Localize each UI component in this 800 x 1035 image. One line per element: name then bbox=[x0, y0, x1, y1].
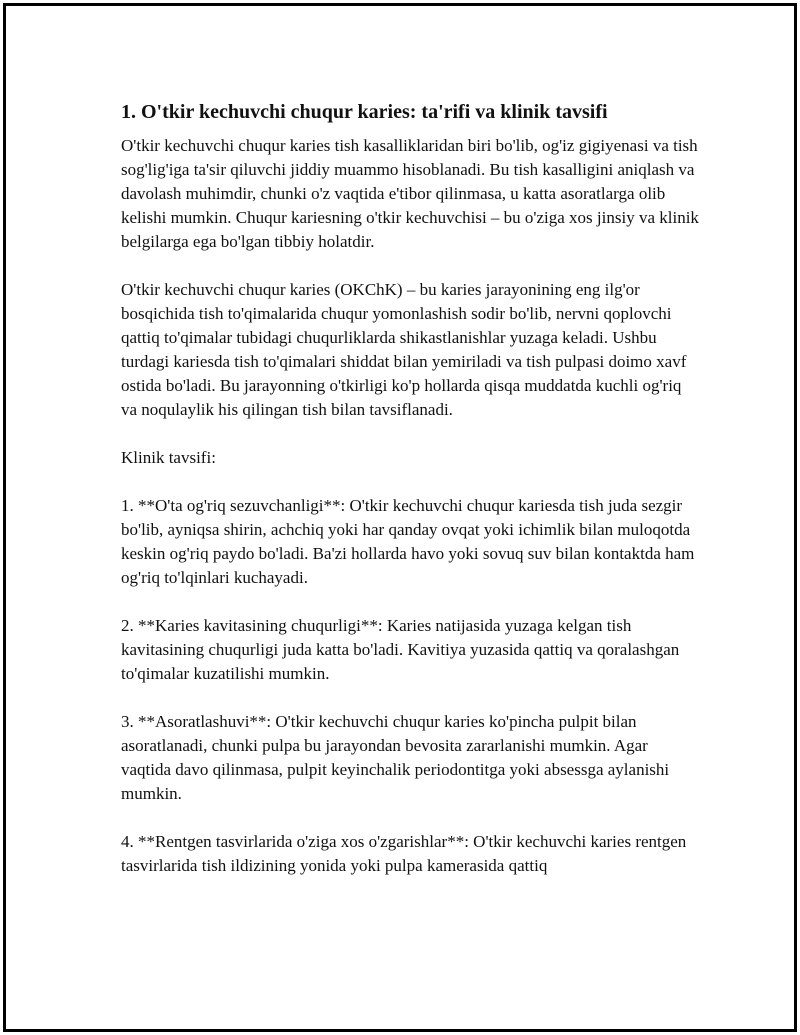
list-item-1: 1. **O'ta og'riq sezuvchanligi**: O'tkir kechuvchi chuqur kariesda tish juda sezgir bo'lib, ayniqsa shirin, achchiq yoki har qanday ovqat yoki ichimlik bilan muloqotda keskin og'riq paydo bo'ladi. Ba'zi hollarda havo yoki sovuq suv bilan kontaktda ham og'riq to'lqinlari kuchayadi. bbox=[121, 496, 695, 587]
document-title: 1. O'tkir kechuvchi chuqur karies: ta'rifi va klinik tavsifi bbox=[121, 101, 608, 123]
page-frame bbox=[3, 3, 797, 1032]
list-item-4: 4. **Rentgen tasvirlarida o'ziga xos o'zgarishlar**: O'tkir kechuvchi karies rentgen tasvirlarida tish ildizining yonida yoki pulpa kamerasida qattiq bbox=[121, 832, 687, 875]
list-item-2: 2. **Karies kavitasining chuqurligi**: Karies natijasida yuzaga kelgan tish kavitasining chuqurligi juda katta bo'ladi. Kavitiya yuzasida qattiq va qoralashgan to'qimalar kuzatilishi mumkin. bbox=[121, 616, 680, 683]
paragraph-definition: O'tkir kechuvchi chuqur karies (OKChK) – bu karies jarayonining eng ilg'or bosqichida tish to'qimalarida chuqur yomonlashish sodir bo'lib, nervni qoplovchi qattiq to'qimalar tubidagi chuqurliklarda shikastlanishlar yuzaga keladi. Ushbu turdagi kariesda tish to'qimalari shiddat bilan yemiriladi va tish pulpasi doimo xavf ostida bo'ladi. Bu jarayonning o'tkirligi ko'p hollarda qisqa muddatda kuchli og'riq va noqulaylik his qilingan tish bilan tavsiflanadi. bbox=[121, 280, 687, 419]
paragraph-intro: O'tkir kechuvchi chuqur karies tish kasalliklaridan biri bo'lib, og'iz gigiyenasi va tish sog'lig'iga ta'sir qiluvchi jiddiy muammo hisoblanadi. Bu tish kasalligini aniqlash va davolash muhimdir, chunki o'z vaqtida e'tibor qilinmasa, u katta asoratlarga olib kelishi mumkin. Chuqur kariesning o'tkir kechuvchisi – bu o'ziga xos jinsiy va klinik belgilarga ega bo'lgan tibbiy holatdir. bbox=[121, 136, 699, 251]
document-body bbox=[121, 98, 701, 902]
section-heading-clinical: Klinik tavsifi: bbox=[121, 448, 216, 467]
list-item-3: 3. **Asoratlashuvi**: O'tkir kechuvchi chuqur karies ko'pincha pulpit bilan asoratlanadi, chunki pulpa bu jarayondan bevosita zararlanishi mumkin. Agar vaqtida davo qilinmasa, pulpit keyinchalik periodontitga yoki absessga aylanishi mumkin. bbox=[121, 712, 670, 803]
